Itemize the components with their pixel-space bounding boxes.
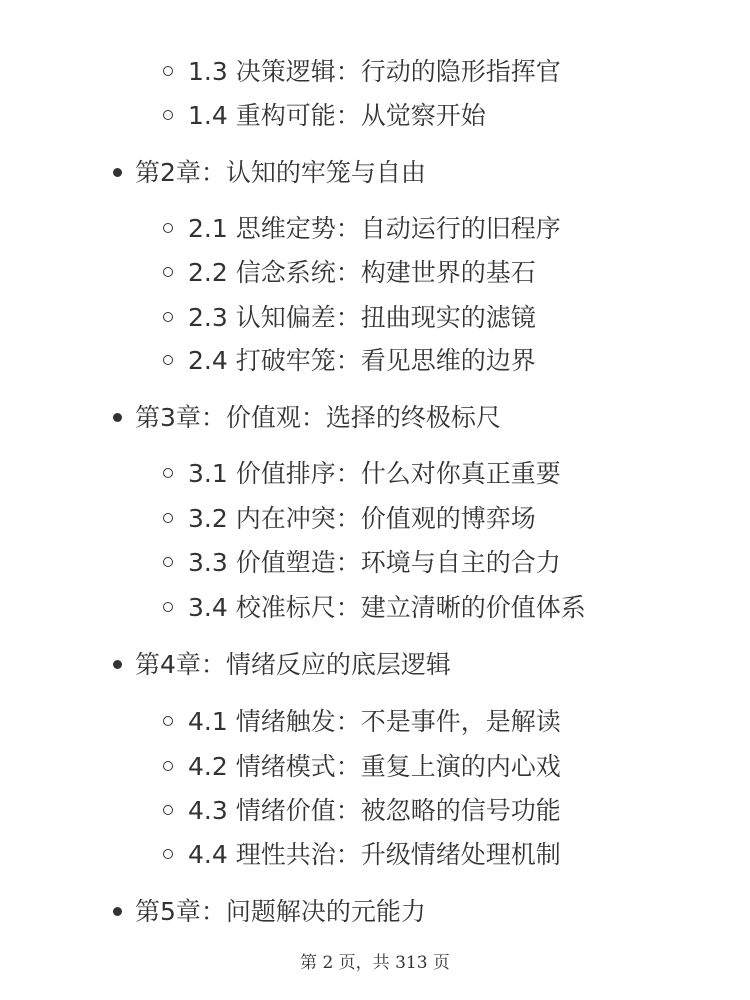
hollow-circle-bullet-icon <box>163 66 173 76</box>
toc-item-text: 4.1 情绪触发：不是事件，是解读 <box>188 707 561 736</box>
toc-chapter-2[interactable] <box>135 151 426 195</box>
filled-dot-bullet-icon <box>113 660 122 669</box>
hollow-circle-bullet-icon <box>163 716 173 726</box>
hollow-circle-bullet-icon <box>163 602 173 612</box>
hollow-circle-bullet-icon <box>163 355 173 365</box>
toc-chapter-5[interactable] <box>135 890 426 934</box>
hollow-circle-bullet-icon <box>163 267 173 277</box>
filled-dot-bullet-icon <box>113 168 122 177</box>
toc-section-2-3[interactable] <box>188 296 536 340</box>
filled-dot-bullet-icon <box>113 907 122 916</box>
toc-section-3-3[interactable] <box>188 541 561 585</box>
toc-section-2-1[interactable] <box>188 207 561 251</box>
filled-dot-bullet-icon <box>113 413 122 422</box>
hollow-circle-bullet-icon <box>163 761 173 771</box>
toc-item-text: 2.3 认知偏差：扭曲现实的滤镜 <box>188 303 536 332</box>
toc-section-3-4[interactable] <box>188 586 586 630</box>
toc-item-text: 4.2 情绪模式：重复上演的内心戏 <box>188 752 561 781</box>
toc-item-text: 3.1 价值排序：什么对你真正重要 <box>188 459 561 488</box>
hollow-circle-bullet-icon <box>163 849 173 859</box>
toc-item-text: 2.1 思维定势：自动运行的旧程序 <box>188 214 561 243</box>
hollow-circle-bullet-icon <box>163 110 173 120</box>
toc-item-text: 1.4 重构可能：从觉察开始 <box>188 101 486 130</box>
toc-section-4-3[interactable] <box>188 789 561 833</box>
toc-item-text: 第3章：价值观：选择的终极标尺 <box>135 403 501 432</box>
toc-item-text: 2.2 信念系统：构建世界的基石 <box>188 258 536 287</box>
hollow-circle-bullet-icon <box>163 312 173 322</box>
toc-chapter-4[interactable] <box>135 643 451 687</box>
toc-item-text: 4.4 理性共治：升级情绪处理机制 <box>188 840 561 869</box>
toc-section-4-1[interactable] <box>188 700 561 744</box>
toc-item-text: 2.4 打破牢笼：看见思维的边界 <box>188 346 536 375</box>
hollow-circle-bullet-icon <box>163 513 173 523</box>
toc-section-4-4[interactable] <box>188 833 561 877</box>
toc-section-1-4[interactable] <box>188 94 486 138</box>
toc-item-text: 第5章：问题解决的元能力 <box>135 897 426 926</box>
toc-section-2-4[interactable] <box>188 339 536 383</box>
toc-item-text: 4.3 情绪价值：被忽略的信号功能 <box>188 796 561 825</box>
toc-section-3-1[interactable] <box>188 452 561 496</box>
toc-item-text: 第4章：情绪反应的底层逻辑 <box>135 650 451 679</box>
toc-section-1-3[interactable] <box>188 50 561 94</box>
hollow-circle-bullet-icon <box>163 223 173 233</box>
toc-section-4-2[interactable] <box>188 745 561 789</box>
toc-item-text: 3.4 校准标尺：建立清晰的价值体系 <box>188 593 586 622</box>
page-number-footer: 第 2 页，共 313 页 <box>300 953 450 973</box>
toc-item-text: 第2章：认知的牢笼与自由 <box>135 158 426 187</box>
toc-item-text: 1.3 决策逻辑：行动的隐形指挥官 <box>188 57 561 86</box>
toc-chapter-3[interactable] <box>135 396 501 440</box>
hollow-circle-bullet-icon <box>163 468 173 478</box>
hollow-circle-bullet-icon <box>163 805 173 815</box>
toc-item-text: 3.2 内在冲突：价值观的博弈场 <box>188 504 536 533</box>
toc-section-3-2[interactable] <box>188 497 536 541</box>
toc-section-2-2[interactable] <box>188 251 536 295</box>
hollow-circle-bullet-icon <box>163 557 173 567</box>
toc-item-text: 3.3 价值塑造：环境与自主的合力 <box>188 548 561 577</box>
